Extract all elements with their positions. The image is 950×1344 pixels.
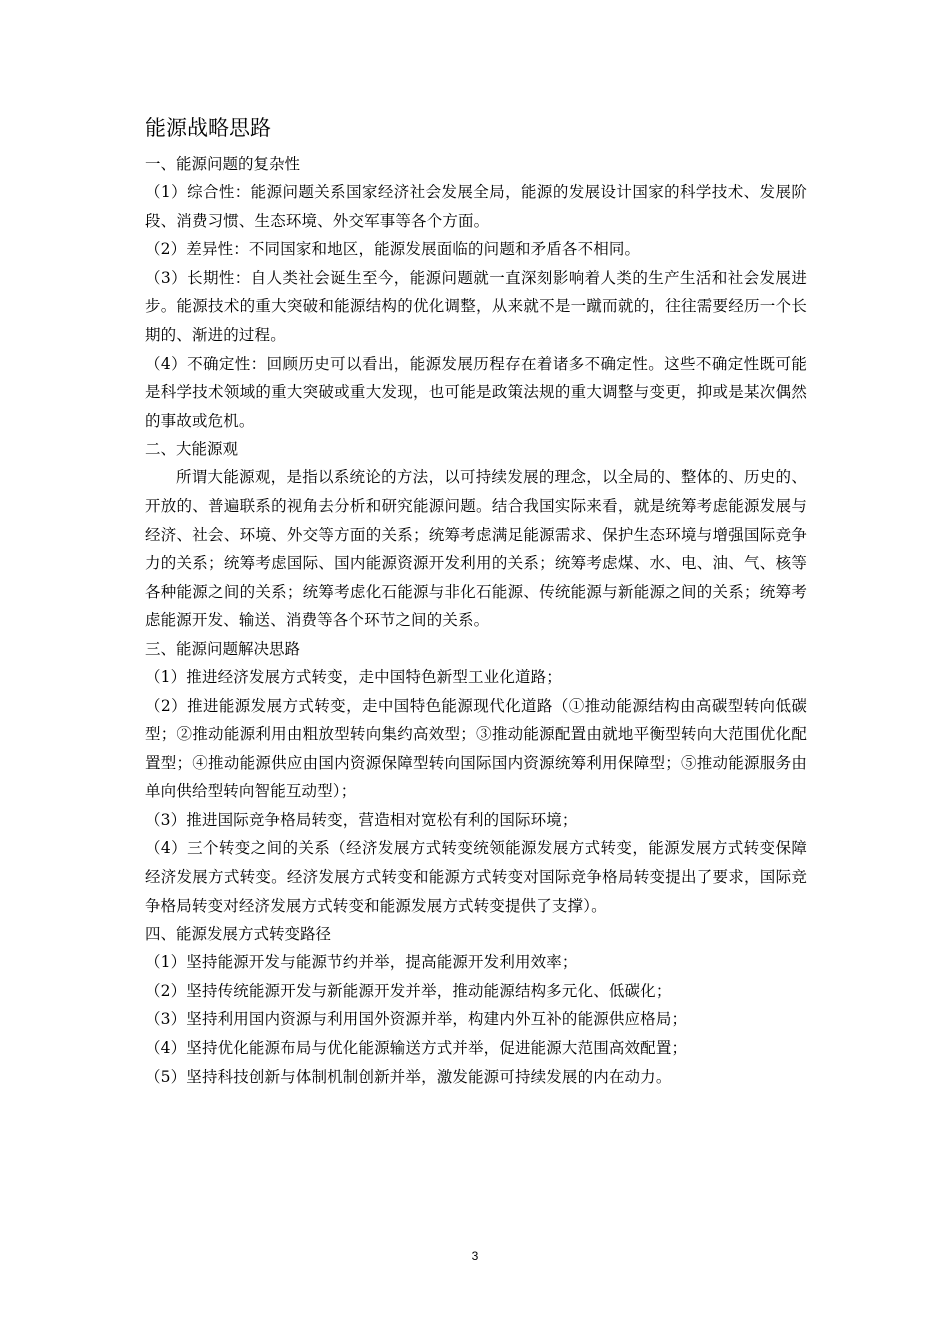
paragraph: （2）差异性：不同国家和地区，能源发展面临的问题和矛盾各不相同。 <box>145 240 641 259</box>
section-complexity <box>145 150 807 435</box>
page-number: 3 <box>471 1249 479 1263</box>
paragraph: （4）三个转变之间的关系（经济发展方式转变统领能源发展方式转变，能源发展方式转变保障经济发展方式转变。经济发展方式转变和能源方式转变对国际竞争格局转变提出了要求，国际竞争格局转变对经济发展方式转变和能源发展方式转变提供了支撑）。 <box>145 839 807 915</box>
section-heading: 四、能源发展方式转变路径 <box>145 925 332 944</box>
paragraph: （1）坚持能源开发与能源节约并举，提高能源开发利用效率； <box>145 953 578 972</box>
section-solution-approach <box>145 635 807 920</box>
paragraph: （3）坚持利用国内资源与利用国外资源并举，构建内外互补的能源供应格局； <box>145 1010 688 1029</box>
paragraph: （3）推进国际竞争格局转变，营造相对宽松有利的国际环境； <box>145 810 578 829</box>
document-body <box>145 112 807 1091</box>
paragraph: 所谓大能源观，是指以系统论的方法，以可持续发展的理念，以全局的、整体的、历史的、开放的、普遍联系的视角去分析和研究能源问题。结合我国实际来看，就是统筹考虑能源发展与经济、社会、环境、外交等方面的关系；统筹考虑满足能源需求、保护生态环境与增强国际竞争力的关系；统筹考虑国际、国内能源资源开发利用的关系；统筹考虑煤、水、电、油、气、核等各种能源之间的关系；统筹考虑化石能源与非化石能源、传统能源与新能源之间的关系；统筹考虑能源开发、输送、消费等各个环节之间的关系。 <box>145 468 807 630</box>
paragraph: （3）长期性：自人类社会诞生至今，能源问题就一直深刻影响着人类的生产生活和社会发展进步。能源技术的重大突破和能源结构的优化调整，从来就不是一蹴而就的，往往需要经历一个长期的、渐进的过程。 <box>145 268 807 344</box>
paragraph: （4）不确定性：回顾历史可以看出，能源发展历程存在着诸多不确定性。这些不确定性既可能是科学技术领域的重大突破或重大发现，也可能是政策法规的重大调整与变更，抑或是某次偶然的事故或危机。 <box>145 354 807 430</box>
section-big-energy-view <box>145 435 807 635</box>
paragraph: （5）坚持科技创新与体制机制创新并举，激发能源可持续发展的内在动力。 <box>145 1067 672 1086</box>
section-heading: 二、大能源观 <box>145 440 239 459</box>
paragraph: （2）坚持传统能源开发与新能源开发并举，推动能源结构多元化、低碳化； <box>145 981 672 1000</box>
paragraph: （4）坚持优化能源布局与优化能源输送方式并举，促进能源大范围高效配置； <box>145 1039 688 1058</box>
paragraph: （2）推进能源发展方式转变，走中国特色能源现代化道路（①推动能源结构由高碳型转向低碳型；②推动能源利用由粗放型转向集约高效型；③推动能源配置由就地平衡型转向大范围优化配置型；④推动能源供应由国内资源保障型转向国际国内资源统筹利用保障型；⑤推动能源服务由单向供给型转向智能互动型）； <box>145 696 807 801</box>
paragraph: （1）综合性：能源问题关系国家经济社会发展全局，能源的发展设计国家的科学技术、发展阶段、消费习惯、生态环境、外交军事等各个方面。 <box>145 183 807 230</box>
paragraph: （1）推进经济发展方式转变，走中国特色新型工业化道路； <box>145 667 562 686</box>
section-heading: 三、能源问题解决思路 <box>145 639 301 658</box>
section-transformation-path <box>145 920 807 1091</box>
document-title: 能源战略思路 <box>145 116 271 140</box>
section-heading: 一、能源问题的复杂性 <box>145 155 301 173</box>
